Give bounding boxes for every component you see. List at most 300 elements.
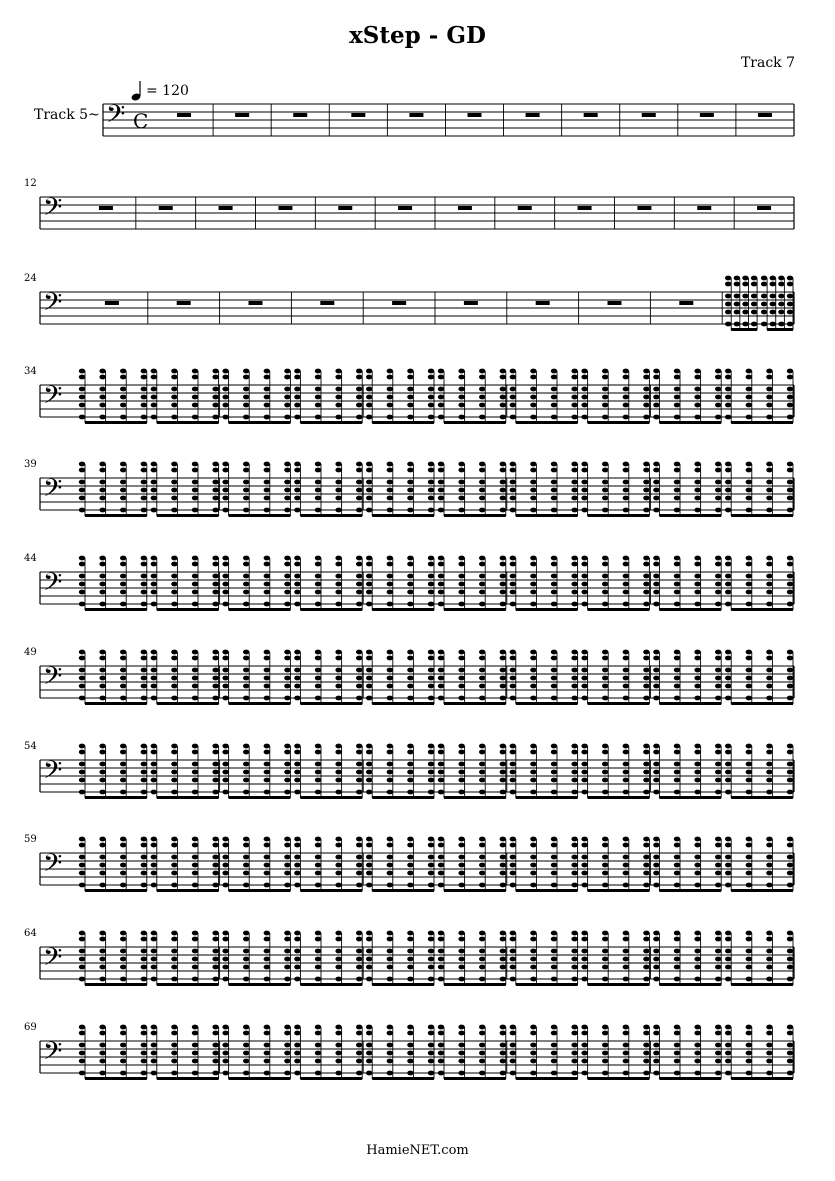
notehead xyxy=(653,496,659,501)
notehead xyxy=(551,937,557,942)
notehead xyxy=(428,837,434,842)
notehead xyxy=(356,744,362,749)
notehead xyxy=(387,837,393,842)
notehead xyxy=(243,556,249,561)
whole-rest xyxy=(700,113,714,117)
notehead xyxy=(674,965,680,970)
notehead xyxy=(571,965,577,970)
notehead xyxy=(243,750,249,755)
notehead xyxy=(366,395,372,400)
notehead xyxy=(602,488,608,493)
notehead xyxy=(623,790,629,795)
notehead xyxy=(438,1043,444,1048)
notehead xyxy=(294,488,300,493)
notehead xyxy=(479,488,485,493)
beam xyxy=(372,608,434,611)
notehead xyxy=(510,750,516,755)
notehead xyxy=(151,375,157,380)
notehead xyxy=(284,590,290,595)
notehead xyxy=(438,676,444,681)
beam xyxy=(300,514,362,517)
notehead xyxy=(222,415,228,420)
notehead xyxy=(643,871,649,876)
notehead xyxy=(294,855,300,860)
notehead xyxy=(725,310,731,315)
notehead xyxy=(674,937,680,942)
notehead xyxy=(787,468,793,473)
notehead xyxy=(602,790,608,795)
notehead xyxy=(243,957,249,962)
notehead xyxy=(694,1051,700,1056)
notehead xyxy=(141,590,147,595)
notehead xyxy=(551,1071,557,1076)
notehead xyxy=(366,977,372,982)
notehead xyxy=(766,1059,772,1064)
notehead xyxy=(438,582,444,587)
notehead xyxy=(99,668,105,673)
notehead xyxy=(458,375,464,380)
notehead xyxy=(674,462,680,467)
notehead xyxy=(479,1059,485,1064)
notehead xyxy=(99,574,105,579)
notehead xyxy=(725,1071,731,1076)
notehead xyxy=(141,1025,147,1030)
notehead xyxy=(407,676,413,681)
notehead xyxy=(643,1025,649,1030)
notehead xyxy=(151,488,157,493)
notehead xyxy=(725,790,731,795)
notehead xyxy=(264,602,270,607)
notehead xyxy=(284,883,290,888)
notehead xyxy=(264,750,270,755)
notehead xyxy=(694,843,700,848)
notehead xyxy=(623,931,629,936)
composer-label: Track 7 xyxy=(740,55,795,71)
notehead xyxy=(530,562,536,567)
notehead xyxy=(674,403,680,408)
notehead xyxy=(694,656,700,661)
notehead xyxy=(151,1071,157,1076)
notehead xyxy=(315,931,321,936)
notehead xyxy=(120,395,126,400)
notehead xyxy=(725,294,731,299)
beam xyxy=(85,796,147,799)
notehead xyxy=(171,684,177,689)
notehead xyxy=(151,1059,157,1064)
notehead xyxy=(171,1051,177,1056)
notehead xyxy=(458,750,464,755)
notehead xyxy=(212,931,218,936)
notehead xyxy=(192,770,198,775)
beam xyxy=(85,1077,147,1080)
notehead xyxy=(674,602,680,607)
notehead xyxy=(500,871,506,876)
notehead xyxy=(715,855,721,860)
notehead xyxy=(192,1051,198,1056)
notehead xyxy=(500,965,506,970)
notehead xyxy=(787,294,793,299)
notehead xyxy=(335,750,341,755)
notehead xyxy=(623,590,629,595)
notehead xyxy=(438,778,444,783)
notehead xyxy=(151,883,157,888)
notehead xyxy=(212,480,218,485)
beam xyxy=(229,983,291,986)
notehead xyxy=(171,957,177,962)
notehead xyxy=(715,562,721,567)
notehead xyxy=(212,462,218,467)
notehead xyxy=(222,770,228,775)
notehead xyxy=(766,508,772,513)
notehead xyxy=(479,696,485,701)
notehead xyxy=(674,931,680,936)
notehead xyxy=(120,778,126,783)
beam xyxy=(300,983,362,986)
notehead xyxy=(458,871,464,876)
notehead xyxy=(551,871,557,876)
whole-rest xyxy=(637,206,651,210)
beam xyxy=(157,514,219,517)
notehead xyxy=(79,562,85,567)
notehead xyxy=(151,590,157,595)
notehead xyxy=(243,762,249,767)
notehead xyxy=(510,574,516,579)
notehead xyxy=(243,931,249,936)
notehead xyxy=(222,650,228,655)
notehead xyxy=(746,468,752,473)
notehead xyxy=(715,843,721,848)
notehead xyxy=(725,395,731,400)
notehead xyxy=(746,480,752,485)
notehead xyxy=(653,871,659,876)
notehead xyxy=(530,750,536,755)
notehead xyxy=(725,562,731,567)
notehead xyxy=(458,684,464,689)
notehead xyxy=(366,590,372,595)
notehead xyxy=(192,696,198,701)
notehead xyxy=(315,770,321,775)
notehead xyxy=(602,676,608,681)
notehead xyxy=(284,871,290,876)
notehead xyxy=(366,965,372,970)
notehead xyxy=(141,395,147,400)
notehead xyxy=(99,1043,105,1048)
notehead xyxy=(581,965,587,970)
notehead xyxy=(766,602,772,607)
notehead xyxy=(141,508,147,513)
notehead xyxy=(212,957,218,962)
notehead xyxy=(643,562,649,567)
notehead xyxy=(335,462,341,467)
notehead xyxy=(694,750,700,755)
notehead xyxy=(458,883,464,888)
notehead xyxy=(510,387,516,392)
notehead xyxy=(643,790,649,795)
notehead xyxy=(151,387,157,392)
notehead xyxy=(653,1043,659,1048)
notehead xyxy=(120,790,126,795)
notehead xyxy=(222,488,228,493)
notehead xyxy=(725,696,731,701)
notehead xyxy=(643,855,649,860)
notehead xyxy=(602,1059,608,1064)
notehead xyxy=(243,582,249,587)
notehead xyxy=(623,369,629,374)
notehead xyxy=(212,369,218,374)
notehead xyxy=(387,770,393,775)
notehead xyxy=(284,387,290,392)
notehead xyxy=(294,744,300,749)
notehead xyxy=(428,590,434,595)
notehead xyxy=(212,496,218,501)
notehead xyxy=(264,965,270,970)
notehead xyxy=(643,937,649,942)
notehead xyxy=(479,762,485,767)
notehead xyxy=(653,480,659,485)
notehead xyxy=(458,488,464,493)
notehead xyxy=(510,656,516,661)
notehead xyxy=(787,965,793,970)
bass-clef-icon: 𝄢 xyxy=(43,288,63,323)
notehead xyxy=(335,1025,341,1030)
notehead xyxy=(581,415,587,420)
notehead xyxy=(222,468,228,473)
notehead xyxy=(315,1059,321,1064)
notehead xyxy=(787,1025,793,1030)
notehead xyxy=(315,696,321,701)
notehead xyxy=(366,770,372,775)
notehead xyxy=(151,369,157,374)
notehead xyxy=(643,1051,649,1056)
notehead xyxy=(510,590,516,595)
notehead xyxy=(141,1051,147,1056)
notehead xyxy=(479,395,485,400)
notehead xyxy=(643,863,649,868)
whole-rest xyxy=(578,206,592,210)
notehead xyxy=(725,871,731,876)
notehead xyxy=(778,276,784,281)
notehead xyxy=(766,750,772,755)
notehead xyxy=(694,778,700,783)
notehead xyxy=(458,387,464,392)
notehead xyxy=(438,508,444,513)
notehead xyxy=(407,855,413,860)
notehead xyxy=(243,656,249,661)
notehead xyxy=(141,468,147,473)
notehead xyxy=(428,415,434,420)
notehead xyxy=(674,1051,680,1056)
notehead xyxy=(356,462,362,467)
notehead xyxy=(674,778,680,783)
notehead xyxy=(171,1059,177,1064)
notehead xyxy=(99,871,105,876)
notehead xyxy=(407,375,413,380)
notehead xyxy=(674,1031,680,1036)
notehead xyxy=(120,937,126,942)
notehead xyxy=(387,931,393,936)
notehead xyxy=(725,480,731,485)
notehead xyxy=(746,556,752,561)
notehead xyxy=(766,415,772,420)
notehead xyxy=(192,480,198,485)
notehead xyxy=(458,574,464,579)
notehead xyxy=(243,468,249,473)
notehead xyxy=(315,855,321,860)
notehead xyxy=(581,1071,587,1076)
notehead xyxy=(356,977,362,982)
notehead xyxy=(438,415,444,420)
notehead xyxy=(407,931,413,936)
notehead xyxy=(141,762,147,767)
notehead xyxy=(694,1071,700,1076)
notehead xyxy=(141,965,147,970)
notehead xyxy=(264,650,270,655)
notehead xyxy=(222,582,228,587)
beam xyxy=(444,983,506,986)
notehead xyxy=(653,931,659,936)
notehead xyxy=(264,415,270,420)
notehead xyxy=(674,676,680,681)
notehead xyxy=(571,369,577,374)
notehead xyxy=(643,496,649,501)
notehead xyxy=(141,770,147,775)
notehead xyxy=(407,488,413,493)
notehead xyxy=(120,556,126,561)
notehead xyxy=(315,957,321,962)
notehead xyxy=(694,562,700,567)
notehead xyxy=(120,1031,126,1036)
notehead xyxy=(428,508,434,513)
notehead xyxy=(766,762,772,767)
notehead xyxy=(715,949,721,954)
notehead xyxy=(356,684,362,689)
notehead xyxy=(766,790,772,795)
notehead xyxy=(284,656,290,661)
notehead xyxy=(725,762,731,767)
notehead xyxy=(602,1043,608,1048)
notehead xyxy=(192,837,198,842)
notehead xyxy=(192,496,198,501)
notehead xyxy=(222,744,228,749)
notehead xyxy=(212,582,218,587)
notehead xyxy=(725,937,731,942)
notehead xyxy=(751,310,757,315)
notehead xyxy=(725,744,731,749)
notehead xyxy=(438,369,444,374)
notehead xyxy=(653,843,659,848)
notehead xyxy=(643,1071,649,1076)
notehead xyxy=(551,863,557,868)
notehead xyxy=(602,462,608,467)
notehead xyxy=(151,778,157,783)
notehead xyxy=(315,403,321,408)
notehead xyxy=(581,843,587,848)
notehead xyxy=(746,415,752,420)
notehead xyxy=(192,462,198,467)
notehead xyxy=(79,556,85,561)
notehead xyxy=(766,937,772,942)
notehead xyxy=(192,1025,198,1030)
notehead xyxy=(428,1025,434,1030)
notehead xyxy=(141,883,147,888)
notehead xyxy=(171,676,177,681)
beam xyxy=(659,889,721,892)
notehead xyxy=(787,488,793,493)
notehead xyxy=(571,562,577,567)
notehead xyxy=(79,668,85,673)
notehead xyxy=(243,949,249,954)
notehead xyxy=(510,1043,516,1048)
notehead xyxy=(438,790,444,795)
notehead xyxy=(551,650,557,655)
notehead xyxy=(315,863,321,868)
beam xyxy=(588,608,650,611)
notehead xyxy=(643,778,649,783)
notehead xyxy=(458,556,464,561)
notehead xyxy=(530,468,536,473)
notehead xyxy=(315,602,321,607)
notehead xyxy=(212,656,218,661)
notehead xyxy=(171,562,177,567)
notehead xyxy=(222,602,228,607)
notehead xyxy=(151,556,157,561)
notehead xyxy=(264,863,270,868)
notehead xyxy=(694,480,700,485)
notehead xyxy=(500,937,506,942)
notehead xyxy=(315,496,321,501)
notehead xyxy=(674,590,680,595)
notehead xyxy=(120,468,126,473)
notehead xyxy=(602,883,608,888)
notehead xyxy=(715,1051,721,1056)
notehead xyxy=(222,375,228,380)
notehead xyxy=(674,508,680,513)
notehead xyxy=(120,871,126,876)
notehead xyxy=(407,1031,413,1036)
notehead xyxy=(623,480,629,485)
notehead xyxy=(694,744,700,749)
notehead xyxy=(366,863,372,868)
beam xyxy=(516,514,578,517)
notehead xyxy=(151,1031,157,1036)
notehead xyxy=(766,744,772,749)
notehead xyxy=(428,977,434,982)
notehead xyxy=(551,668,557,673)
notehead xyxy=(510,931,516,936)
notehead xyxy=(171,770,177,775)
whole-rest xyxy=(526,113,540,117)
beam xyxy=(444,889,506,892)
notehead xyxy=(315,883,321,888)
notehead xyxy=(387,957,393,962)
bass-clef-icon: 𝄢 xyxy=(43,474,63,509)
notehead xyxy=(387,602,393,607)
notehead xyxy=(264,656,270,661)
notehead xyxy=(366,1031,372,1036)
notehead xyxy=(715,387,721,392)
notehead xyxy=(171,778,177,783)
notehead xyxy=(643,369,649,374)
notehead xyxy=(120,750,126,755)
notehead xyxy=(171,855,177,860)
notehead xyxy=(571,1059,577,1064)
notehead xyxy=(602,931,608,936)
notehead xyxy=(438,1071,444,1076)
notehead xyxy=(264,590,270,595)
notehead xyxy=(366,415,372,420)
notehead xyxy=(243,937,249,942)
beam xyxy=(372,796,434,799)
